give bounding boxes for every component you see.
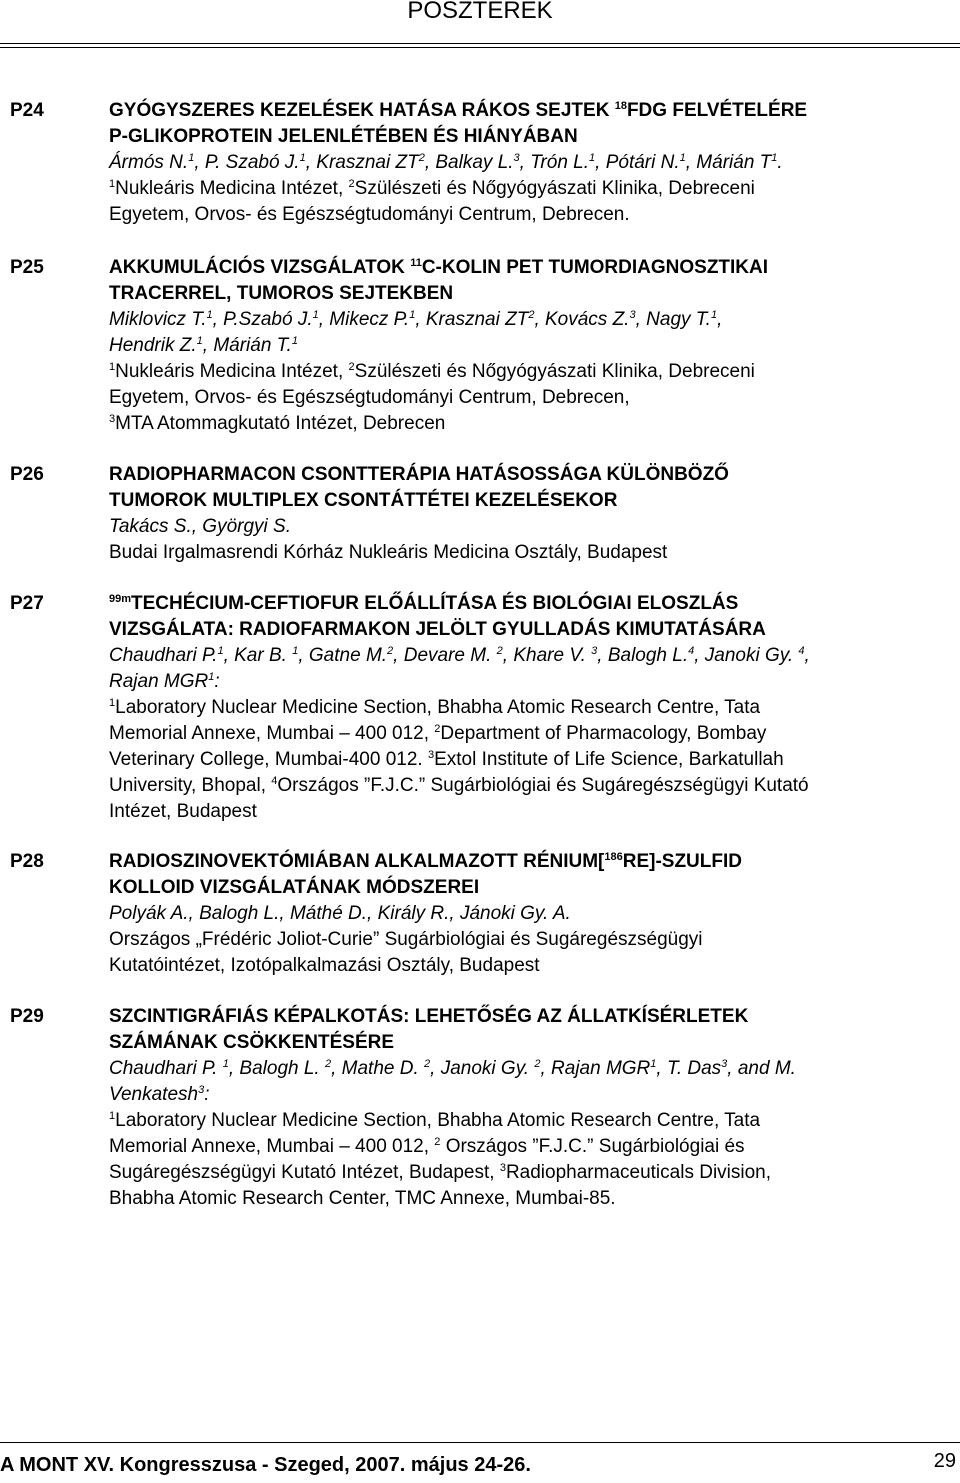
poster-title: SZCINTIGRÁFIÁS KÉPALKOTÁS: LEHETŐSÉG AZ ÁLLATKÍSÉRLETEK SZÁMÁNAK CSÖKKENTÉSÉRE — [109, 1006, 749, 1053]
superscript: 1 — [679, 152, 686, 164]
superscript: 1 — [206, 309, 213, 321]
page-number: 29 — [933, 1450, 956, 1472]
superscript: 2 — [387, 645, 394, 657]
superscript: 3 — [721, 1058, 728, 1070]
poster-authors: Chaudhari P.$^1$, Kar B. $^1$, Gatne M.$^2$, Devare M. $^2$, Khare V. $^3$, Balogh L.$^4$, Janoki Gy. $^4$, Rajan MGR$^1$: — [109, 645, 810, 692]
superscript: 3 — [427, 749, 435, 761]
superscript: 1 — [196, 335, 203, 347]
poster-code: P29 — [10, 1006, 44, 1027]
superscript: 1 — [217, 645, 224, 657]
poster-affiliation: Budai Irgalmasrendi Kórház Nukleáris Medicina Osztály, Budapest — [109, 542, 668, 563]
superscript: 2 — [534, 1058, 541, 1070]
poster-affiliation: $^1$Nukleáris Medicina Intézet, $^2$Szülészeti és Nőgyógyászati Klinika, Debreceni Egyetem, Orvos- és Egészségtudományi Centrum, Debrecen. — [109, 178, 755, 225]
superscript: 1 — [109, 1110, 116, 1122]
superscript: 1 — [188, 152, 195, 164]
superscript: 2 — [434, 723, 441, 735]
superscript: 2 — [434, 1136, 441, 1148]
poster-code: P25 — [10, 257, 44, 278]
footer-conference: A MONT XV. Kongresszusa - Szeged, 2007. május 24-26. — [0, 1454, 531, 1476]
header-rule — [0, 43, 960, 44]
poster-authors: Miklovicz T.$^1$, P.Szabó J.$^1$, Mikecz P.$^1$, Krasznai $ZT^2$, Kovács Z.$^3$, Nagy T.$^1$, Hendrik Z.$^1$, Márián T.$^1$ — [109, 309, 723, 356]
header-rule-secondary — [0, 47, 960, 48]
poster-affiliation: $^1$Laboratory Nuclear Medicine Section, Bhabha Atomic Research Centre, Tata Memorial Annexe, Mumbai – 400 012, $^2$ Országos ”F.J.C.” Sugárbiológiai és Sugáregészségügyi Kutató Intézet, Budapest, $^3$Radiopharmaceuticals Division, Bhabha Atomic Research Center, TMC Annexe, Mumbai-85. — [109, 1110, 772, 1209]
superscript: 1 — [589, 152, 596, 164]
superscript: 1 — [109, 361, 116, 373]
superscript: 1 — [292, 645, 299, 657]
poster-authors: Chaudhari P. $^1$, Balogh L. $^2$, Mathe D. $^2$, Janoki Gy. $^2$, Rajan MGR$^1$, T. Das$^3$, and M. Venkatesh$^3$: — [109, 1058, 796, 1105]
poster-title: AKKUMULÁCIÓS VIZSGÁLATOK $^{11}$C-KOLIN PET TUMORDIAGNOSZTIKAI TRACERREL, TUMOROS SEJTEKBEN — [109, 257, 769, 304]
superscript: 4 — [798, 645, 805, 657]
poster-affiliation: $^1$Nukleáris Medicina Intézet, $^2$Szülészeti és Nőgyógyászati Klinika, Debreceni Egyetem, Orvos- és Egészségtudományi Centrum, Debrecen, $^3$MTA Atommagkutató Intézet, Debrecen — [109, 361, 755, 434]
superscript: 1 — [222, 1058, 229, 1070]
poster-title: RADIOPHARMACON CSONTTERÁPIA HATÁSOSSÁGA KÜLÖNBÖZŐ TUMOROK MULTIPLEX CSONTÁTTÉTEI KEZELÉSEKOR — [109, 464, 729, 511]
poster-affiliation: $^1$Laboratory Nuclear Medicine Section, Bhabha Atomic Research Centre, Tata Memorial Annexe, Mumbai – 400 012, $^2$Department of Pharmacology, Bombay Veterinary College, Mumbai-400 012. $^3$Extol Institute of Life Science, Barkatullah University, Bhopal, $^4$Országos ”F.J.C.” Sugárbiológiai és Sugáregészségügyi Kutató Intézet, Budapest — [109, 697, 809, 822]
superscript: 186 — [604, 851, 623, 863]
poster-code: P28 — [10, 851, 44, 872]
superscript: 1 — [109, 697, 116, 709]
superscript: 1 — [291, 335, 298, 347]
superscript: 3 — [629, 309, 636, 321]
poster-affiliation: Országos „Frédéric Joliot-Curie” Sugárbiológiai és Sugáregészségügyi Kutatóintézet, Izotópalkalmazási Osztály, Budapest — [109, 929, 703, 976]
superscript: 3 — [513, 152, 520, 164]
superscript: 3 — [109, 413, 116, 425]
superscript: 3 — [198, 1084, 205, 1096]
superscript: 4 — [688, 645, 695, 657]
superscript: 1 — [208, 671, 215, 683]
superscript: 1 — [771, 152, 778, 164]
poster-title: RADIOSZINOVEKTÓMIÁBAN ALKALMAZOTT RÉNIUM[$^{186}$RE]-SZULFID KOLLOID VIZSGÁLATÁNAK MÓDSZEREI — [109, 851, 742, 898]
superscript: 1 — [109, 178, 116, 190]
superscript: 18 — [614, 100, 627, 112]
superscript: 1 — [650, 1058, 657, 1070]
poster-code: P27 — [10, 593, 44, 614]
poster-authors: Ármós N.$^1$, P. Szabó J.$^1$, Krasznai $ZT^2$, Balkay L.$^3$, Trón L.$^1$, Pótári N.$^1$, Márián $T^1$. — [109, 152, 783, 173]
superscript: 99m — [109, 593, 132, 605]
footer-rule — [0, 1442, 960, 1443]
superscript: 2 — [528, 309, 535, 321]
superscript: 2 — [348, 361, 355, 373]
superscript: 4 — [271, 775, 278, 787]
superscript: 2 — [348, 178, 355, 190]
page-header-title: POSZTEREK — [407, 0, 553, 24]
superscript: 2 — [418, 152, 425, 164]
superscript: 3 — [591, 645, 598, 657]
superscript: 1 — [312, 309, 319, 321]
superscript: 2 — [424, 1058, 431, 1070]
superscript: 1 — [710, 309, 718, 321]
poster-code: P24 — [10, 100, 44, 121]
superscript: 2 — [496, 645, 503, 657]
superscript: 1 — [409, 309, 416, 321]
superscript: 3 — [499, 1162, 506, 1174]
poster-code: P26 — [10, 464, 44, 485]
superscript: 2 — [324, 1058, 332, 1070]
poster-title: $^{99m}$TECHÉCIUM-CEFTIOFUR ELŐÁLLÍTÁSA ÉS BIOLÓGIAI ELOSZLÁS VIZSGÁLATA: RADIOFARMAKON JELÖLT GYULLADÁS KIMUTATÁSÁRA — [109, 593, 766, 640]
poster-authors: Polyák A., Balogh L., Máthé D., Király R., Jánoki Gy. A. — [109, 903, 571, 924]
superscript: 1 — [299, 152, 306, 164]
poster-authors: Takács S., Györgyi S. — [109, 516, 291, 537]
superscript: 11 — [410, 257, 422, 269]
poster-title: GYÓGYSZERES KEZELÉSEK HATÁSA RÁKOS SEJTEK $^{18}$FDG FELVÉTELÉRE P-GLIKOPROTEIN JELENLÉTÉBEN ÉS HIÁNYÁBAN — [109, 100, 808, 147]
